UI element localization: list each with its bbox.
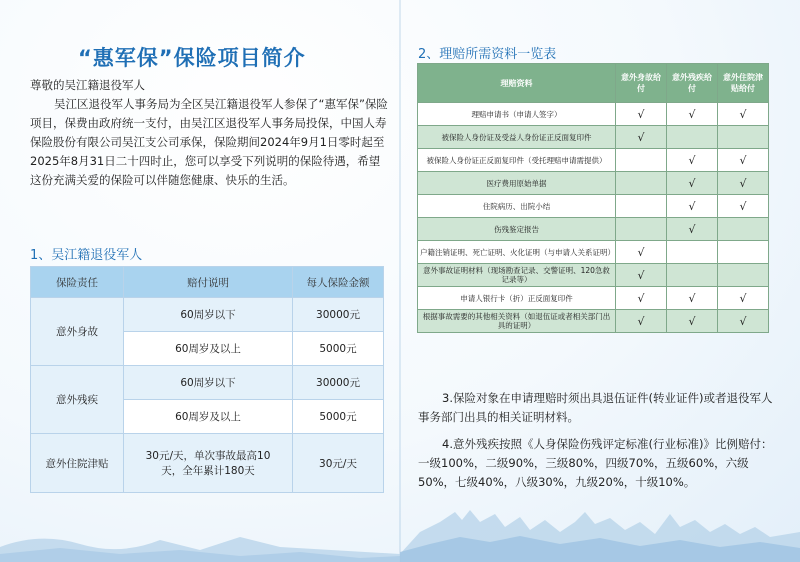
col-header-amount: 每人保险金额 (293, 267, 384, 298)
description-cell: 30元/天，单次事故最高10天，全年累计180天 (124, 434, 293, 493)
document-cell: 理赔申请书（申请人签字） (418, 103, 616, 126)
table-row (418, 287, 769, 310)
section2-heading: 2、理赔所需资料一览表 (418, 47, 557, 62)
check-cell (718, 218, 769, 241)
benefits-table (30, 266, 384, 493)
amount-cell: 30000元 (293, 366, 384, 400)
check-cell: √ (667, 195, 718, 218)
document-cell: 被保险人身份证及受益人身份证正反面复印件 (418, 126, 616, 149)
check-cell (616, 172, 667, 195)
document-cell: 医疗费用原始单据 (418, 172, 616, 195)
check-cell (718, 241, 769, 264)
table-row (418, 310, 769, 333)
greeting: 尊敬的吴江籍退役军人 (30, 78, 145, 92)
check-cell: √ (616, 264, 667, 287)
category-cell: 意外身故 (31, 298, 124, 366)
col-header-death: 意外身故给付 (616, 64, 667, 103)
description-cell: 60周岁以下 (124, 366, 293, 400)
crowd-silhouette-decoration (0, 492, 800, 562)
document-cell: 户籍注销证明、死亡证明、火化证明（与申请人关系证明） (418, 241, 616, 264)
check-cell (718, 264, 769, 287)
document-cell: 意外事故证明材料（现场勘查记录、交警证明、120急救记录等） (418, 264, 616, 287)
col-header-description: 赔付说明 (124, 267, 293, 298)
check-cell: √ (616, 310, 667, 333)
check-cell: √ (616, 241, 667, 264)
check-cell (667, 126, 718, 149)
col-header-liability: 保险责任 (31, 267, 124, 298)
check-cell (616, 149, 667, 172)
description-cell: 60周岁及以上 (124, 400, 293, 434)
page-fold (399, 0, 401, 562)
col-header-disability: 意外残疾给付 (667, 64, 718, 103)
check-cell: √ (616, 126, 667, 149)
note-3: 3.保险对象在申请理赔时须出具退伍证件(转业证件)或者退役军人事务部门出具的相关证明材料。 (418, 391, 773, 424)
document-cell: 住院病历、出院小结 (418, 195, 616, 218)
check-cell: √ (718, 172, 769, 195)
document-cell: 伤残鉴定报告 (418, 218, 616, 241)
table-header-row (418, 64, 769, 103)
check-cell: √ (667, 149, 718, 172)
claims-documents-table (417, 63, 769, 333)
table-row (31, 434, 384, 493)
check-cell: √ (616, 287, 667, 310)
amount-cell: 5000元 (293, 400, 384, 434)
table-row (418, 195, 769, 218)
check-cell: √ (667, 172, 718, 195)
check-cell (718, 126, 769, 149)
check-cell: √ (718, 195, 769, 218)
table-header-row (31, 267, 384, 298)
intro-paragraph: 吴江区退役军人事务局为全区吴江籍退役军人参保了“惠军保”保险项目，保费由政府统一支付，由吴江区退役军人事务局投保，中国人寿保险股份有限公司吴江支公司承保，保险期间2024年9月1日零时起至2025年8月31日二十四时止，您可以享受下列说明的保险待遇，希望这份充满关爱的保险可以伴随您健康、快乐的生活。 (30, 97, 388, 187)
table-row (418, 126, 769, 149)
col-header-hospital: 意外住院津贴给付 (718, 64, 769, 103)
category-cell: 意外住院津贴 (31, 434, 124, 493)
description-cell: 60周岁及以上 (124, 332, 293, 366)
table-row (418, 149, 769, 172)
table-row (31, 366, 384, 400)
check-cell: √ (616, 103, 667, 126)
document-cell: 被保险人身份证正反面复印件（受托理赔申请需提供） (418, 149, 616, 172)
document-cell: 根据事故需要的其他相关资料（如退伍证或者相关部门出具的证明） (418, 310, 616, 333)
category-cell: 意外残疾 (31, 366, 124, 434)
check-cell: √ (667, 218, 718, 241)
table-row (418, 241, 769, 264)
check-cell: √ (667, 310, 718, 333)
amount-cell: 5000元 (293, 332, 384, 366)
check-cell: √ (718, 287, 769, 310)
table-row (31, 298, 384, 332)
description-cell: 60周岁以下 (124, 298, 293, 332)
table-row (418, 264, 769, 287)
check-cell (667, 264, 718, 287)
check-cell: √ (718, 310, 769, 333)
check-cell: √ (667, 287, 718, 310)
table-row (418, 172, 769, 195)
check-cell: √ (718, 103, 769, 126)
amount-cell: 30元/天 (293, 434, 384, 493)
check-cell (667, 241, 718, 264)
page-title: “惠军保”保险项目简介 (78, 46, 306, 70)
check-cell: √ (667, 103, 718, 126)
check-cell: √ (718, 149, 769, 172)
document-cell: 申请人银行卡（折）正反面复印件 (418, 287, 616, 310)
check-cell (616, 218, 667, 241)
table-row (418, 218, 769, 241)
note-4: 4.意外残疾按照《人身保险伤残评定标准(行业标准)》比例赔付：一级100%，二级90%，三级80%，四级70%，五级60%，六级50%，七级40%，八级30%，九级20%，十级10%。 (418, 437, 773, 489)
amount-cell: 30000元 (293, 298, 384, 332)
check-cell (616, 195, 667, 218)
table-row (418, 103, 769, 126)
col-header-documents: 理赔资料 (418, 64, 616, 103)
section1-heading: 1、吴江籍退役军人 (30, 248, 143, 263)
